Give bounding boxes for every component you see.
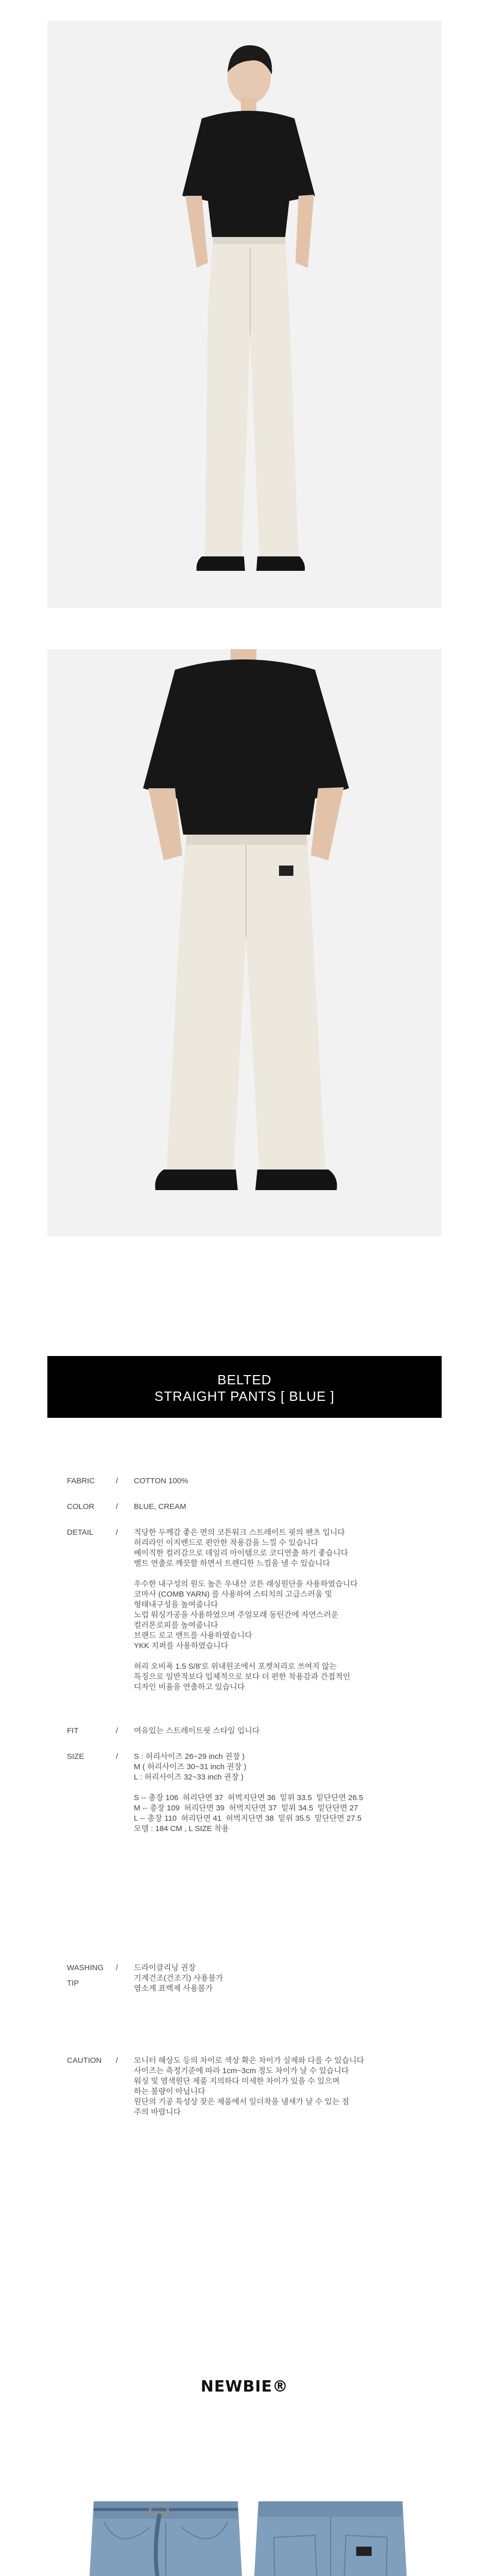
spec-value-line: 워싱 및 염색원단 제품 지의하다 미세한 차이가 있을 수 있으며 bbox=[134, 2077, 340, 2086]
spec-value-line: 특징으로 일반적보다 입체적으로 보다 더 편한 착용감과 간접적인 bbox=[134, 1672, 351, 1681]
spec-value-line: 브랜드 로고 엔트를 사용하였습니다 bbox=[134, 1631, 252, 1640]
spec-value-line: 코마사 (COMB YARN) 를 사용하여 스티치의 고급스러움 및 bbox=[134, 1590, 333, 1599]
spec-value bbox=[134, 1963, 438, 1994]
spec-label: DETAIL bbox=[67, 1528, 94, 1537]
spec-label: TIP bbox=[67, 1979, 79, 1988]
spec-label: SIZE bbox=[67, 1752, 84, 1761]
spec-value-line: 여유있는 스트레이트핏 스타일 입니다 bbox=[134, 1726, 260, 1735]
model-photo-full-illustration bbox=[47, 21, 442, 608]
spec-value-line: 드라이클리닝 권장 bbox=[134, 1963, 196, 1972]
spec-value-line: M ( 허리사이즈 30~31 inch 권장 ) bbox=[134, 1762, 247, 1771]
spec-label: FABRIC bbox=[67, 1477, 95, 1485]
spec-value-line: M -- 총장 109 허리단면 39 허벅지단면 37 밑위 34.5 밑단단면 27 bbox=[134, 1804, 358, 1812]
spec-value-line: L -- 총장 110 허리단면 41 허벅지단면 38 밑위 35.5 밑단단면 27.5 bbox=[134, 1814, 362, 1823]
spec-separator: / bbox=[116, 1502, 118, 1511]
spec-separator: / bbox=[116, 1528, 118, 1537]
spec-value-line: 염소계 표백제 사용불가 bbox=[134, 1984, 213, 1993]
product-front-shot bbox=[73, 2491, 258, 2576]
spec-separator: / bbox=[116, 2056, 118, 2065]
spec-value bbox=[134, 1752, 438, 1834]
spec-value-line bbox=[134, 1783, 438, 1793]
brand-logo: NEWBIE® bbox=[200, 2378, 289, 2396]
spec-value bbox=[134, 1528, 438, 1692]
spec-value bbox=[134, 1476, 438, 1486]
product-back-shot bbox=[238, 2491, 423, 2576]
spec-value bbox=[134, 2056, 438, 2117]
spec-value-line: S -- 총장 106 허리단면 37 허벅지단면 36 밑위 33.5 밑단단면 26.5 bbox=[134, 1793, 363, 1802]
spec-value-line: 모델 : 184 CM , L SIZE 착용 bbox=[134, 1824, 229, 1833]
spec-value-line: 사이즈는 측정기준에 따라 1cm~3cm 정도 차이가 날 수 있습니다 bbox=[134, 2066, 349, 2075]
spec-value-line: 컬러톤로피를 높여줍니다 bbox=[134, 1621, 218, 1630]
spec-value-line bbox=[134, 1651, 438, 1662]
spec-value-line: 허리라인 이지밴드로 편안한 착용감을 느낄 수 있습니다 bbox=[134, 1538, 319, 1547]
spec-value-line bbox=[134, 1569, 438, 1579]
jeans-back-illustration bbox=[238, 2491, 423, 2576]
spec-label: WASHING bbox=[67, 1963, 104, 1972]
spec-separator: / bbox=[116, 1752, 118, 1761]
spec-value-line: 모니터 해상도 등의 차이로 색상 확은 차이가 실제와 다를 수 있습니다 bbox=[134, 2056, 364, 2065]
model-photo-closeup-illustration bbox=[47, 649, 442, 1236]
spec-value-line: 주의 바랍니다 bbox=[134, 2108, 181, 2116]
spec-value-line: 디자인 비율을 연출하고 있습니다 bbox=[134, 1683, 245, 1691]
spec-value-line: 원단의 기공 특성상 잦은 제품에서 일더착을 냄새가 날 수 있는 점 bbox=[134, 2097, 350, 2106]
spec-separator: / bbox=[116, 1726, 118, 1735]
spec-label: CAUTION bbox=[67, 2056, 102, 2065]
spec-separator: / bbox=[116, 1963, 118, 1972]
spec-label: COLOR bbox=[67, 1502, 95, 1511]
product-title-bar bbox=[47, 1356, 442, 1418]
spec-value-line: 기계건조(건조기) 사용불가 bbox=[134, 1974, 223, 1982]
spec-value-line: YKK 지퍼를 사용하였습니다 bbox=[134, 1641, 229, 1650]
model-photo-closeup bbox=[47, 649, 442, 1236]
spec-value-line: 적당한 두께감 좋은 면의 코튼워크 스트레이트 핏의 팬츠 입니다 bbox=[134, 1528, 345, 1537]
spec-value-line: L : 허리사이즈 32~33 inch 권장 ) bbox=[134, 1773, 244, 1782]
jeans-front-illustration bbox=[73, 2491, 258, 2576]
product-title-line1: BELTED bbox=[217, 1372, 272, 1387]
spec-value-line: S : 허리사이즈 26~29 inch 권장 ) bbox=[134, 1752, 245, 1761]
spec-value-line: 노럽 워싱가공을 사용하였으며 주얼모래 동틴간에 자연스러운 bbox=[134, 1611, 339, 1619]
spec-value-line: 벨트 연출로 깨끗할 하면서 트렌디한 느낌을 낼 수 있습니다 bbox=[134, 1559, 330, 1568]
spec-value-line: 형태내구성을 높여줍니다 bbox=[134, 1600, 218, 1609]
spec-value-line: 허리 오비폭 1.5 S/8'로 위내원조에서 포켓처리로 쓰여지 않는 bbox=[134, 1662, 337, 1671]
spec-value-line: 하는 불량이 아닙니다 bbox=[134, 2087, 205, 2096]
spec-value bbox=[134, 1502, 438, 1512]
spec-value-line: BLUE, CREAM bbox=[134, 1502, 186, 1511]
spec-separator: / bbox=[116, 1477, 118, 1485]
spec-value-line: 우수한 내구성의 원도 높은 우내산 코튼 래싱원단을 사용하였습니다 bbox=[134, 1580, 358, 1588]
spec-label: FIT bbox=[67, 1726, 79, 1735]
spec-value-line: 베이직한 컬러감으로 데일리 아이템으로 코디연출 하기 좋습니다 bbox=[134, 1549, 348, 1557]
spec-value-line: COTTON 100% bbox=[134, 1477, 188, 1485]
model-photo-full bbox=[47, 21, 442, 608]
spec-value bbox=[134, 1726, 438, 1736]
product-title-line2: STRAIGHT PANTS [ BLUE ] bbox=[154, 1388, 335, 1404]
